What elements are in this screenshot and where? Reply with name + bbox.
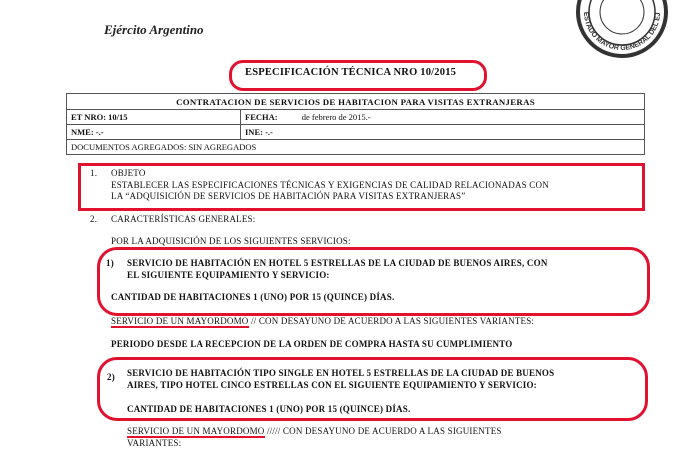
fecha-label: FECHA: (245, 112, 278, 122)
section1-line1: ESTABLECER LAS ESPECIFICACIONES TÉCNICAS Y EXIGENCIAS DE CALIDAD RELACIONADAS CON (111, 180, 549, 190)
section1-title: OBJETO (111, 168, 146, 178)
table-header: CONTRATACION DE SERVICIOS DE HABITACION PARA VISITAS EXTRANJERAS (67, 94, 645, 110)
item2-number: 2) (107, 372, 115, 382)
fecha-cell (241, 110, 645, 125)
item1-mayordomo-line (111, 316, 534, 326)
item2-cantidad: CANTIDAD DE HABITACIONES 1 (UNO) POR 15 (QUINCE) DÍAS. (127, 404, 411, 414)
organization-header: Ejército Argentino (104, 22, 204, 37)
table-row (67, 140, 645, 155)
item2-mayordomo-rest: ///// CON DESAYUNO DE ACUERDO A LAS SIGUIENTES (266, 426, 502, 436)
section2-number: 2. (90, 214, 98, 224)
item2-line1: SERVICIO DE HABITACIÓN TIPO SINGLE EN HOTEL 5 ESTRELLAS DE LA CIUDAD DE BUENOS (127, 368, 555, 378)
section2-title: CARACTERÍSTICAS GENERALES: (111, 214, 256, 224)
item2-mayordomo-line (127, 426, 637, 436)
item1-cantidad: CANTIDAD DE HABITACIONES 1 (UNO) POR 15 (QUINCE) DÍAS. (111, 292, 395, 302)
item1-mayordomo: SERVICIO DE UN MAYORDOMO (111, 316, 249, 326)
documentos-cell: DOCUMENTOS AGREGADOS: SIN AGREGADOS (67, 140, 645, 155)
item1-mayordomo-rest: // CON DESAYUNO DE ACUERDO A LAS SIGUIENTES VARIANTES: (250, 316, 535, 326)
section1-number: 1. (90, 168, 98, 178)
spec-title: ESPECIFICACIÓN TÉCNICA NRO 10/2015 (245, 67, 457, 78)
item1-line1: SERVICIO DE HABITACIÓN EN HOTEL 5 ESTRELLAS DE LA CIUDAD DE BUENOS AIRES, CON (127, 258, 548, 268)
section2-intro: POR LA ADQUISICIÓN DE LOS SIGUIENTES SERVICIOS: (111, 236, 351, 246)
item1-line2: EL SIGUIENTE EQUIPAMIENTO Y SERVICIO: (127, 270, 330, 280)
nme-cell: NME: -.- (67, 125, 241, 140)
item2-line2: AIRES, TIPO HOTEL CINCO ESTRELLAS CON EL SIGUIENTE EQUIPAMIENTO Y SERVICIO: (127, 380, 537, 390)
item1-periodo: PERIODO DESDE LA RECEPCION DE LA ORDEN DE COMPRA HASTA SU CUMPLIMIENTO (111, 339, 513, 349)
table-row (67, 125, 645, 140)
ine-cell: INE: -.- (241, 125, 645, 140)
item2-mayordomo: SERVICIO DE UN MAYORDOMO (127, 426, 265, 436)
item1-number: 1) (106, 258, 114, 268)
fecha-value: de febrero de 2015.- (301, 112, 371, 122)
table-row (67, 94, 645, 110)
header-table (66, 93, 645, 155)
item2-line-last: VARIANTES: (127, 438, 182, 448)
et-nro-cell: ET NRO: 10/15 (67, 110, 241, 125)
stamp-ring-text: ESTADO MAYOR GENERAL DEL EJ (581, 11, 663, 53)
section1-line2: LA “ADQUISICIÓN DE SERVICIOS DE HABITACIÓN PARA VISITAS EXTRANJERAS” (111, 191, 466, 201)
table-row (67, 110, 645, 125)
official-stamp (566, 0, 678, 58)
